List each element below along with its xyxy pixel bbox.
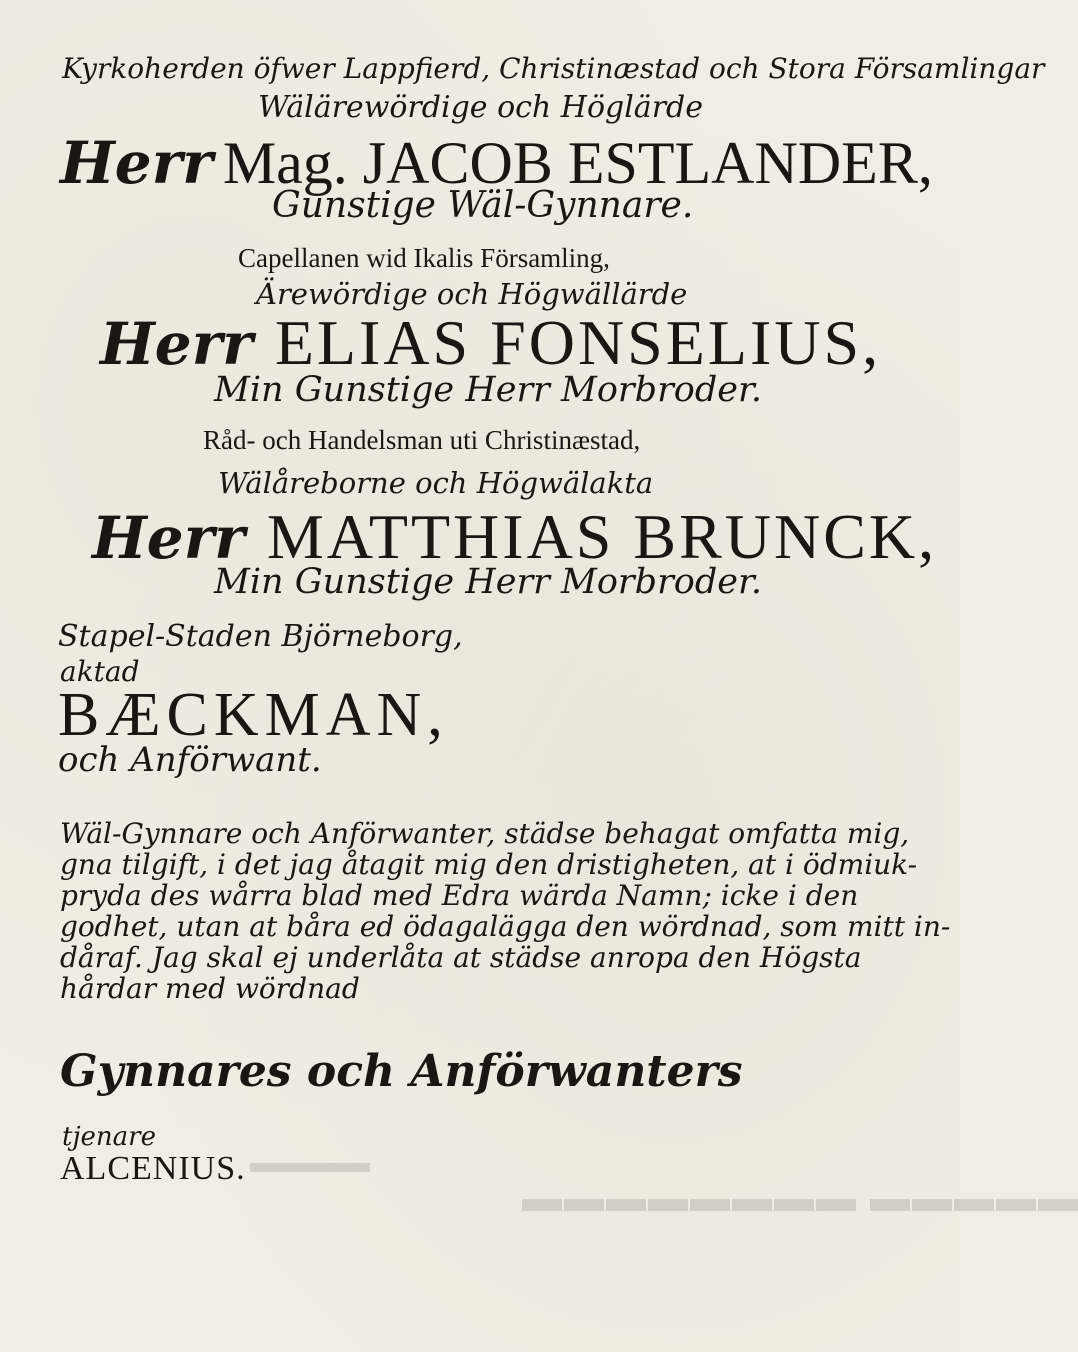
dedication-address-4: och Anförwant. <box>58 740 322 780</box>
person-name: MATTHIAS BRUNCK, <box>266 501 938 572</box>
dedication-name-2 <box>100 306 881 380</box>
dedication-line-6: Wälåreborne och Högwälakta <box>218 466 654 500</box>
dedication-address-2: Min Gunstige Herr Morbroder. <box>214 370 763 410</box>
dedication-name-4: BÆCKMAN, <box>58 681 449 749</box>
dedication-line-3: Capellanen wid Ikalis Församling, <box>238 243 610 273</box>
dedication-line-1: Kyrkoherden öfwer Lappfierd, Christinæstad och Stora Församlingar <box>62 52 1045 85</box>
paragraph-line: hårdar med wördnad <box>60 972 360 1005</box>
bleed-through-mark: ▬▬▬▬▬ ▬▬▬▬▬▬▬▬ <box>520 1175 1078 1220</box>
person-name: ELIAS FONSELIUS, <box>274 307 882 378</box>
herr-title: Herr <box>100 310 253 378</box>
paragraph-line: dåraf. Jag skal ej underlåta at städse anropa den Högsta <box>60 941 862 974</box>
person-name: Mag. JACOB ESTLANDER, <box>222 130 933 196</box>
closing-salutation: Gynnares och Anförwanters <box>60 1046 743 1097</box>
dedication-line-2: Wälärewördige och Höglärde <box>258 90 703 125</box>
closing-servant: tjenare <box>62 1122 156 1152</box>
dedication-line-8: aktad <box>60 655 140 688</box>
dedication-line-4: Ärewördige och Högwällärde <box>256 277 688 311</box>
dedication-address-3: Min Gunstige Herr Morbroder. <box>214 562 763 602</box>
paragraph-line: pryda des wårra blad med Edra wärda Namn; icke i den <box>60 879 859 912</box>
bleed-through-mark: ▬▬▬▬ <box>250 1146 370 1179</box>
paragraph-line: Wäl-Gynnare och Anförwanter, städse behagat omfatta mig, <box>60 817 910 850</box>
paragraph-line: godhet, utan at båra ed ödagalägga den wördnad, som mitt in- <box>60 910 951 943</box>
dedication-paragraph <box>60 817 951 1005</box>
dedication-address-1: Gunstige Wäl-Gynnare. <box>272 185 694 226</box>
paragraph-line: gna tilgift, i det jag åtagit mig den dristigheten, at i ödmiuk- <box>60 848 918 881</box>
dedication-line-5: Råd- och Handelsman uti Christinæstad, <box>203 425 641 455</box>
herr-title: Herr <box>60 129 213 197</box>
signature: ALCENIUS. <box>60 1150 246 1187</box>
herr-title: Herr <box>92 504 245 572</box>
dedication-line-7: Stapel-Staden Björneborg, <box>58 619 463 654</box>
